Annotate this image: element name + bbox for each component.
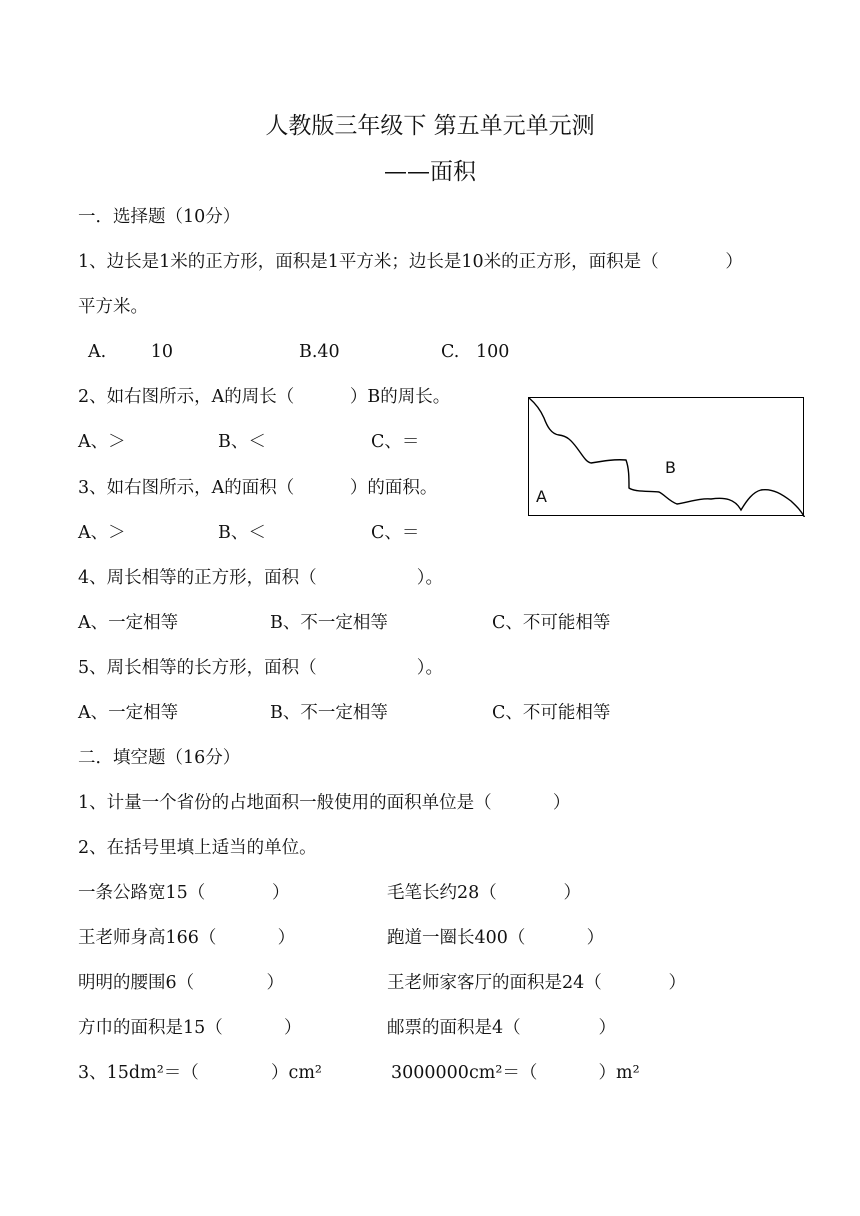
fill-item: 一条公路宽15（ ） bbox=[78, 883, 290, 903]
option-c: C. 100 bbox=[441, 342, 510, 362]
question-stem: 4、周长相等的正方形，面积（ ）。 bbox=[78, 568, 444, 588]
section-1-heading: 一．选择题（10分） bbox=[78, 207, 241, 227]
option-a: A、一定相等 bbox=[78, 703, 179, 723]
option-b: B.40 bbox=[299, 342, 340, 362]
section-2-heading: 二．填空题（16分） bbox=[78, 748, 241, 768]
question-stem-continued: 平方米。 bbox=[78, 297, 148, 317]
option-b: B、不一定相等 bbox=[270, 613, 388, 633]
fill-item: 王老师身高166（ ） bbox=[78, 928, 296, 948]
fill-item: 方巾的面积是15（ ） bbox=[78, 1018, 302, 1038]
fill-item: 邮票的面积是4（ ） bbox=[387, 1018, 617, 1038]
question-2-1: 1、计量一个省份的占地面积一般使用的面积单位是（ ） bbox=[78, 793, 571, 813]
region-a-label: A bbox=[536, 487, 547, 506]
question-stem: 3、如右图所示，A的面积（ ）的面积。 bbox=[78, 478, 438, 498]
fill-item: 王老师家客厅的面积是24（ ） bbox=[387, 973, 687, 993]
option-c: C、不可能相等 bbox=[492, 703, 611, 723]
title-line-1: 人教版三年级下 第五单元单元测 bbox=[265, 113, 595, 139]
option-c: C、＝ bbox=[371, 432, 420, 452]
region-figure bbox=[528, 397, 804, 516]
question-stem: 2、如右图所示，A的周长（ ）B的周长。 bbox=[78, 387, 451, 407]
option-c: C、＝ bbox=[371, 523, 420, 543]
conversion-right: 3000000cm²＝（ ）m² bbox=[391, 1063, 640, 1083]
question-stem: 5、周长相等的长方形，面积（ ）。 bbox=[78, 658, 444, 678]
option-a: A. 10 bbox=[88, 342, 173, 362]
option-b: B、＜ bbox=[218, 432, 266, 452]
option-a: A、＞ bbox=[78, 523, 126, 543]
option-b: B、不一定相等 bbox=[270, 703, 388, 723]
fill-item: 毛笔长约28（ ） bbox=[387, 883, 582, 903]
fill-item: 明明的腰围6（ ） bbox=[78, 973, 284, 993]
question-2-2: 2、在括号里填上适当的单位。 bbox=[78, 838, 317, 858]
option-c: C、不可能相等 bbox=[492, 613, 611, 633]
option-b: B、＜ bbox=[218, 523, 266, 543]
option-a: A、一定相等 bbox=[78, 613, 179, 633]
fill-item: 跑道一圈长400（ ） bbox=[387, 928, 605, 948]
conversion-left: 3、15dm²＝（ ）cm² bbox=[78, 1063, 322, 1083]
title-line-2: ——面积 bbox=[384, 159, 476, 185]
region-b-label: B bbox=[665, 458, 676, 477]
option-a: A、＞ bbox=[78, 432, 126, 452]
question-stem: 1、边长是1米的正方形，面积是1平方米；边长是10米的正方形，面积是（ ） bbox=[78, 252, 743, 272]
